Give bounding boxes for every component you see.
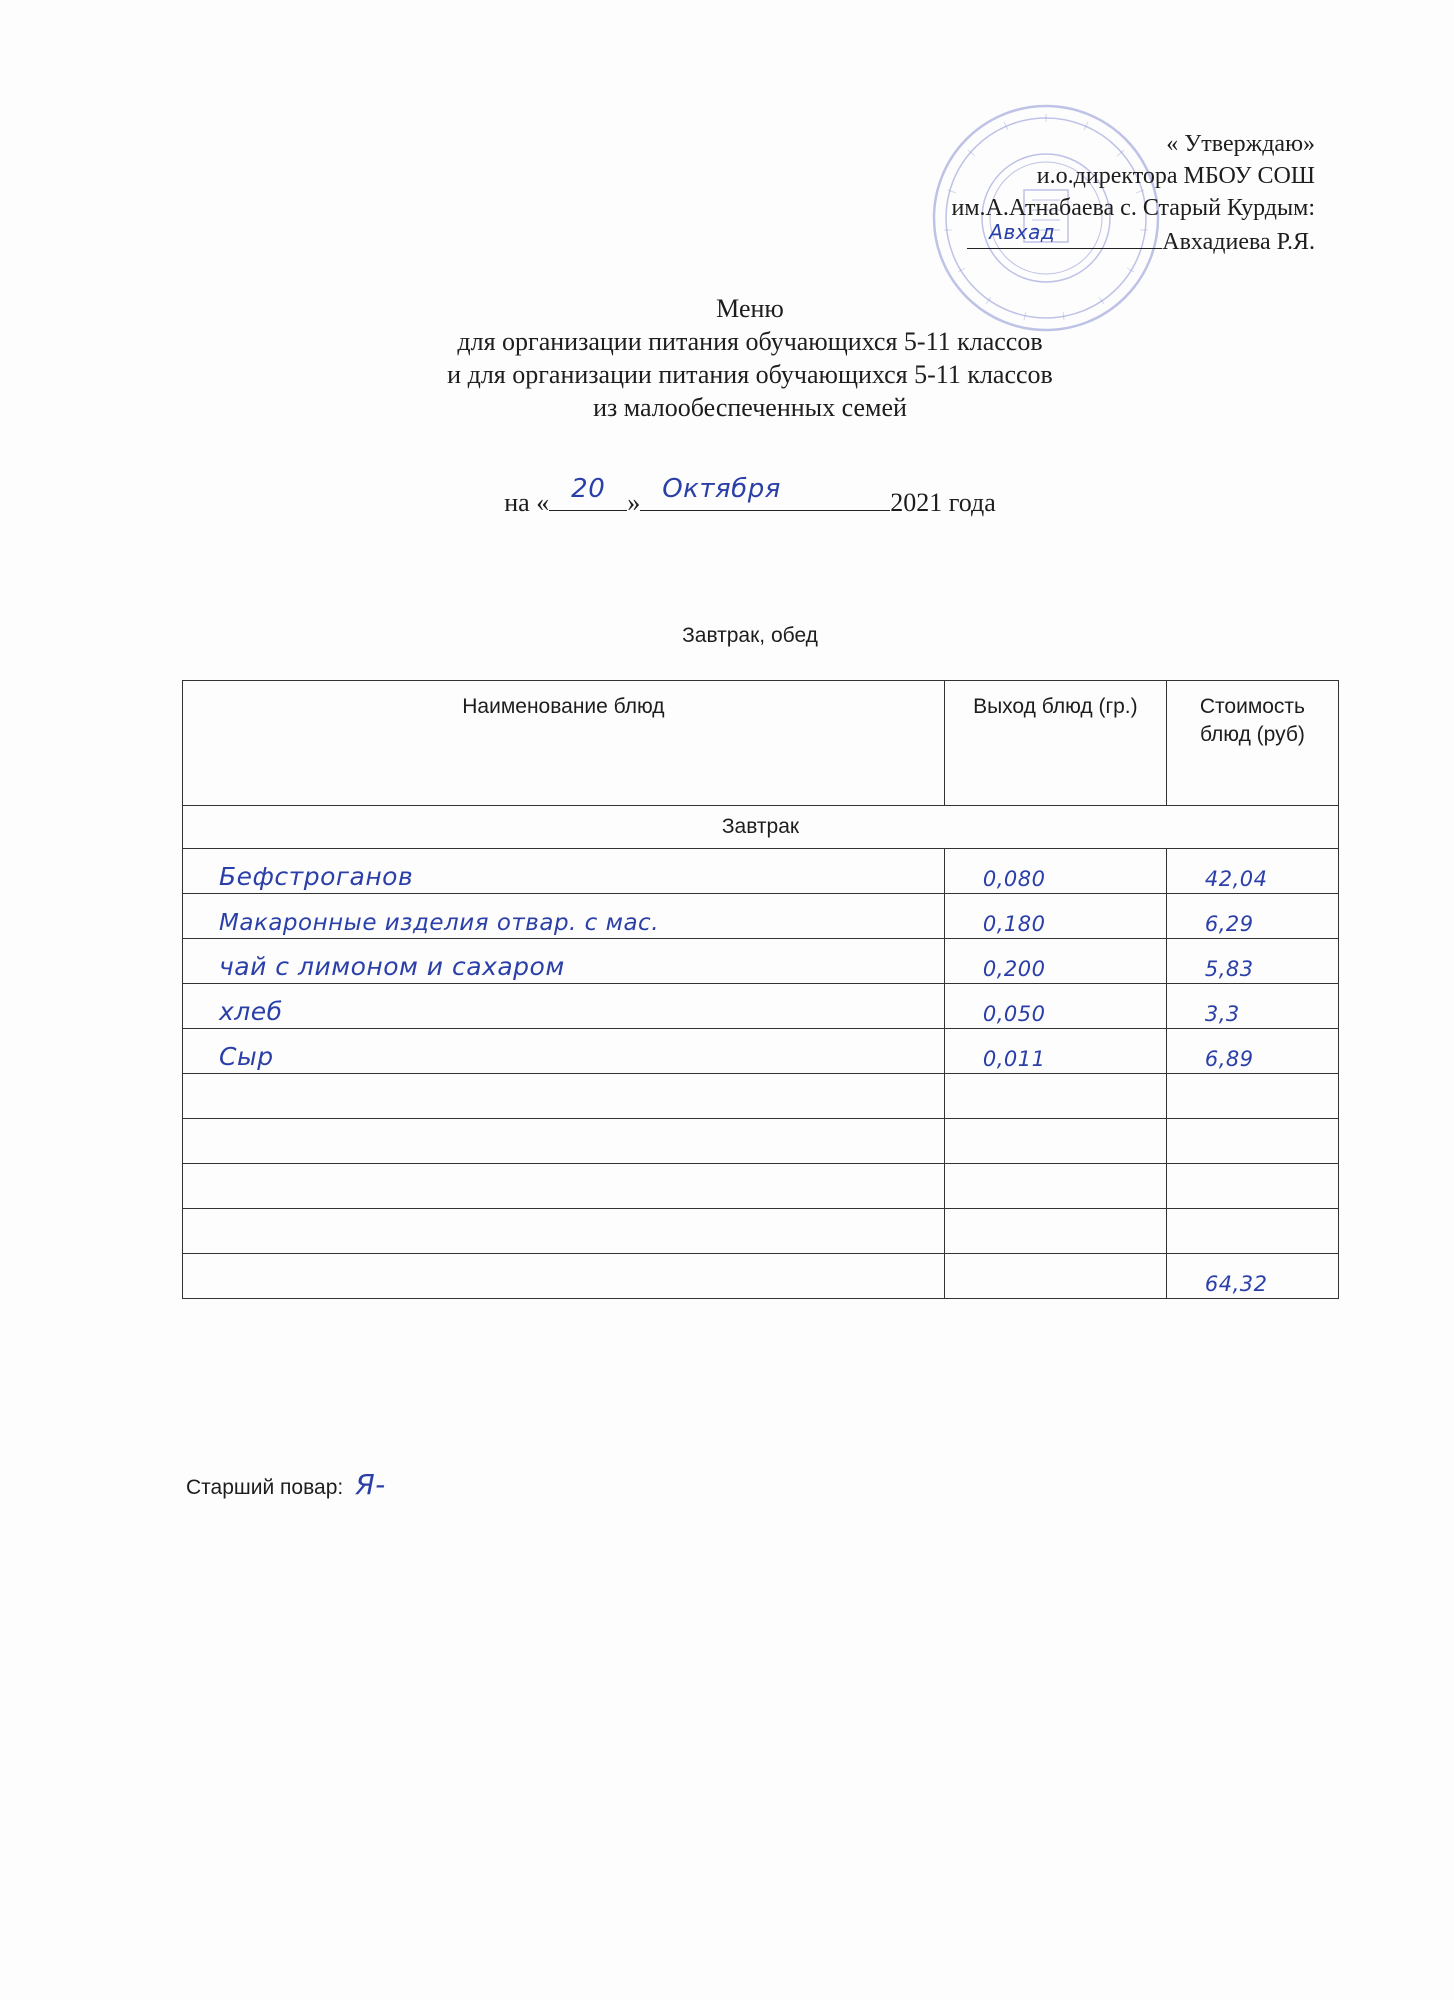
date-suffix: 2021 года: [890, 488, 996, 517]
title-line-4: из малообеспеченных семей: [593, 393, 907, 422]
dish-cost-cell: [1166, 1209, 1338, 1254]
total-label-cell: [183, 1254, 945, 1299]
dish-output: [951, 1155, 983, 1157]
date-month-blank: [640, 474, 890, 511]
dish-output: [951, 1200, 983, 1202]
dish-name: [189, 1155, 219, 1157]
dish-output-cell: [944, 1029, 1166, 1074]
section-row: [183, 806, 1339, 849]
date-mid: »: [627, 488, 641, 517]
header-dish-name: Наименование блюд: [183, 681, 945, 806]
dish-output-cell: [944, 1119, 1166, 1164]
header-output: Выход блюд (гр.): [944, 681, 1166, 806]
dish-cost-cell: [1166, 894, 1338, 939]
total-cost: 64,32: [1204, 1272, 1268, 1296]
dish-name-cell: [183, 1164, 945, 1209]
table-header-row: [183, 681, 1339, 806]
approval-signature-row: [952, 220, 1316, 258]
dish-output: [951, 1245, 983, 1247]
dish-output-cell: [944, 1209, 1166, 1254]
dish-output: 0,200: [982, 957, 1046, 981]
document-title: [300, 292, 1200, 424]
dish-cost: [1173, 1110, 1205, 1112]
chef-signature: Я-: [355, 1468, 386, 1501]
dish-output: 0,050: [982, 1002, 1046, 1026]
menu-table: [182, 680, 1339, 1299]
dish-cost-cell: [1166, 1164, 1338, 1209]
date-day-blank: [549, 474, 627, 511]
dish-name: [189, 1245, 219, 1247]
dish-name: [189, 1110, 219, 1112]
chef-signature-line: [186, 1468, 386, 1501]
dish-cost-cell: [1166, 1029, 1338, 1074]
dish-output-cell: [944, 984, 1166, 1029]
dish-cost: 5,83: [1204, 957, 1254, 981]
dish-cost-cell: [1166, 984, 1338, 1029]
dish-cost: [1173, 1155, 1205, 1157]
total-output-cell: [944, 1254, 1166, 1299]
dish-output-cell: [944, 1164, 1166, 1209]
table-row: [183, 849, 1339, 894]
section-breakfast: Завтрак: [183, 806, 1339, 849]
total-row: [183, 1254, 1339, 1299]
dish-name-cell: [183, 1209, 945, 1254]
dish-cost-cell: [1166, 939, 1338, 984]
title-line-2: для организации питания обучающихся 5-11 классов: [457, 327, 1043, 356]
approval-school: им.А.Атнабаева с. Старый Курдым:: [951, 195, 1315, 221]
approval-position: и.о.директора МБОУ СОШ: [1036, 163, 1315, 189]
dish-cost-cell: [1166, 1074, 1338, 1119]
dish-name-cell: [183, 1119, 945, 1164]
dish-name: чай с лимоном и сахаром: [219, 952, 565, 981]
title-line-1: Меню: [716, 294, 784, 323]
dish-output: 0,080: [982, 867, 1046, 891]
dish-name: хлеб: [219, 997, 283, 1026]
title-line-3: и для организации питания обучающихся 5-11 классов: [447, 360, 1053, 389]
table-row: [183, 1074, 1339, 1119]
signature-line: [967, 220, 1162, 249]
dish-cost-cell: [1166, 1119, 1338, 1164]
dish-output: 0,180: [982, 912, 1046, 936]
date-day: 20: [571, 474, 606, 504]
meal-caption: Завтрак, обед: [682, 624, 818, 647]
dish-output-cell: [944, 1074, 1166, 1119]
dish-output-cell: [944, 849, 1166, 894]
table-row: [183, 1209, 1339, 1254]
header-cost: Стоимость блюд (руб): [1166, 681, 1338, 806]
dish-name: Макаронные изделия отвар. с мас.: [219, 910, 660, 936]
dish-name-cell: [183, 849, 945, 894]
dish-cost: 6,89: [1204, 1047, 1254, 1071]
dish-name: [189, 1200, 219, 1202]
dish-cost: [1173, 1200, 1205, 1202]
table-row: [183, 1164, 1339, 1209]
director-signature: Авхад: [989, 220, 1056, 244]
dish-cost: 6,29: [1204, 912, 1254, 936]
chef-label: Старший повар:: [186, 1476, 344, 1499]
total-cost-cell: [1166, 1254, 1338, 1299]
director-name: Авхадиева Р.Я.: [1162, 229, 1315, 255]
date-month: Октября: [662, 474, 781, 504]
dish-name-cell: [183, 984, 945, 1029]
approval-heading: « Утверждаю»: [1166, 131, 1315, 157]
table-row: [183, 1029, 1339, 1074]
dish-name-cell: [183, 894, 945, 939]
dish-output: [951, 1110, 983, 1112]
dish-name: Сыр: [219, 1042, 274, 1071]
dish-cost: [1173, 1245, 1205, 1247]
dish-name-cell: [183, 1029, 945, 1074]
table-row: [183, 984, 1339, 1029]
dish-output: 0,011: [982, 1047, 1046, 1071]
table-row: [183, 1119, 1339, 1164]
dish-cost: 3,3: [1204, 1002, 1240, 1026]
dish-name-cell: [183, 939, 945, 984]
date-prefix: на «: [504, 488, 550, 517]
dish-cost-cell: [1166, 849, 1338, 894]
dish-name: Бефстроганов: [219, 862, 414, 891]
dish-name-cell: [183, 1074, 945, 1119]
dish-cost: 42,04: [1204, 867, 1268, 891]
dish-output-cell: [944, 939, 1166, 984]
table-row: [183, 939, 1339, 984]
table-row: [183, 894, 1339, 939]
date-line: [300, 474, 1200, 518]
approval-block: [952, 128, 1316, 258]
dish-output-cell: [944, 894, 1166, 939]
